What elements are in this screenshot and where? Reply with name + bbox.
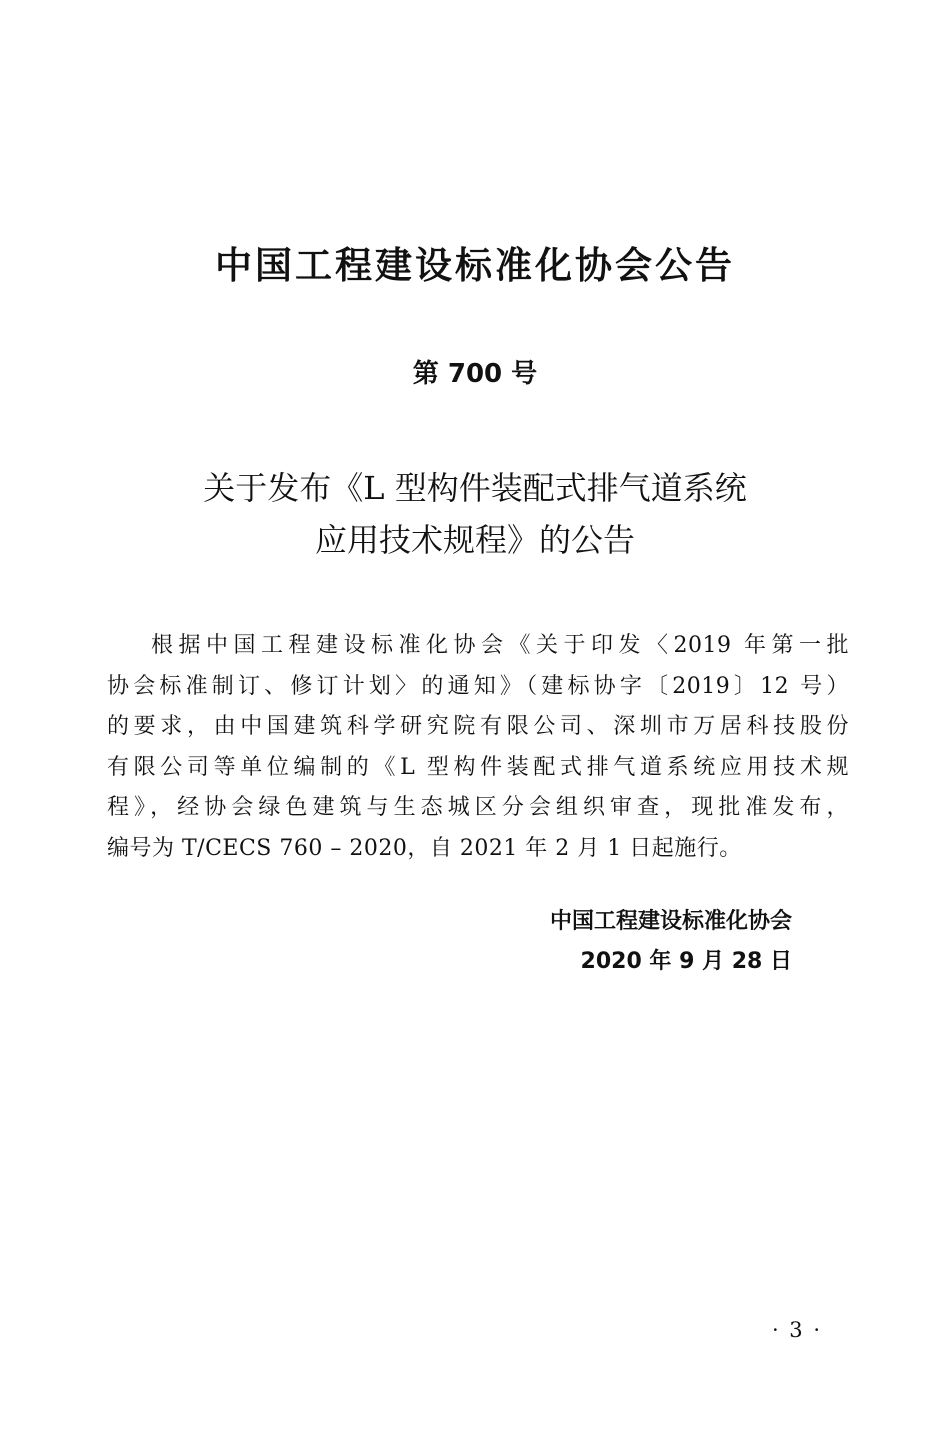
body-line: 编号为 T/CECS 760 – 2020，自 2021 年 2 月 1 日起施行。 xyxy=(107,835,742,861)
body-line: 的要求，由中国建筑科学研究院有限公司、深圳市万居科技股份 xyxy=(107,714,849,739)
signature-block xyxy=(550,902,792,982)
page-number: · 3 · xyxy=(771,1318,822,1342)
announcement-body xyxy=(107,626,849,869)
document-title xyxy=(0,462,950,566)
body-line: 协会标准制订、修订计划〉的通知》（建标协字〔2019〕12 号） xyxy=(107,673,849,699)
signature-organization: 中国工程建设标准化协会 xyxy=(549,909,792,934)
body-line: 根据中国工程建设标准化协会《关于印发〈2019 年第一批 xyxy=(151,633,849,658)
document-title-line-1: 关于发布《L 型构件装配式排气道系统 xyxy=(203,469,747,507)
body-line: 有限公司等单位编制的《L 型构件装配式排气道系统应用技术规 xyxy=(107,754,849,780)
document-title-line-2: 应用技术规程》的公告 xyxy=(314,521,635,559)
body-line: 程》，经协会绿色建筑与生态城区分会组织审查，现批准发布， xyxy=(107,795,849,820)
signature-date: 2020 年 9 月 28 日 xyxy=(580,949,792,974)
announcement-number: 第 700 号 xyxy=(412,359,538,389)
announcement-header-title: 中国工程建设标准化协会公告 xyxy=(215,244,735,287)
